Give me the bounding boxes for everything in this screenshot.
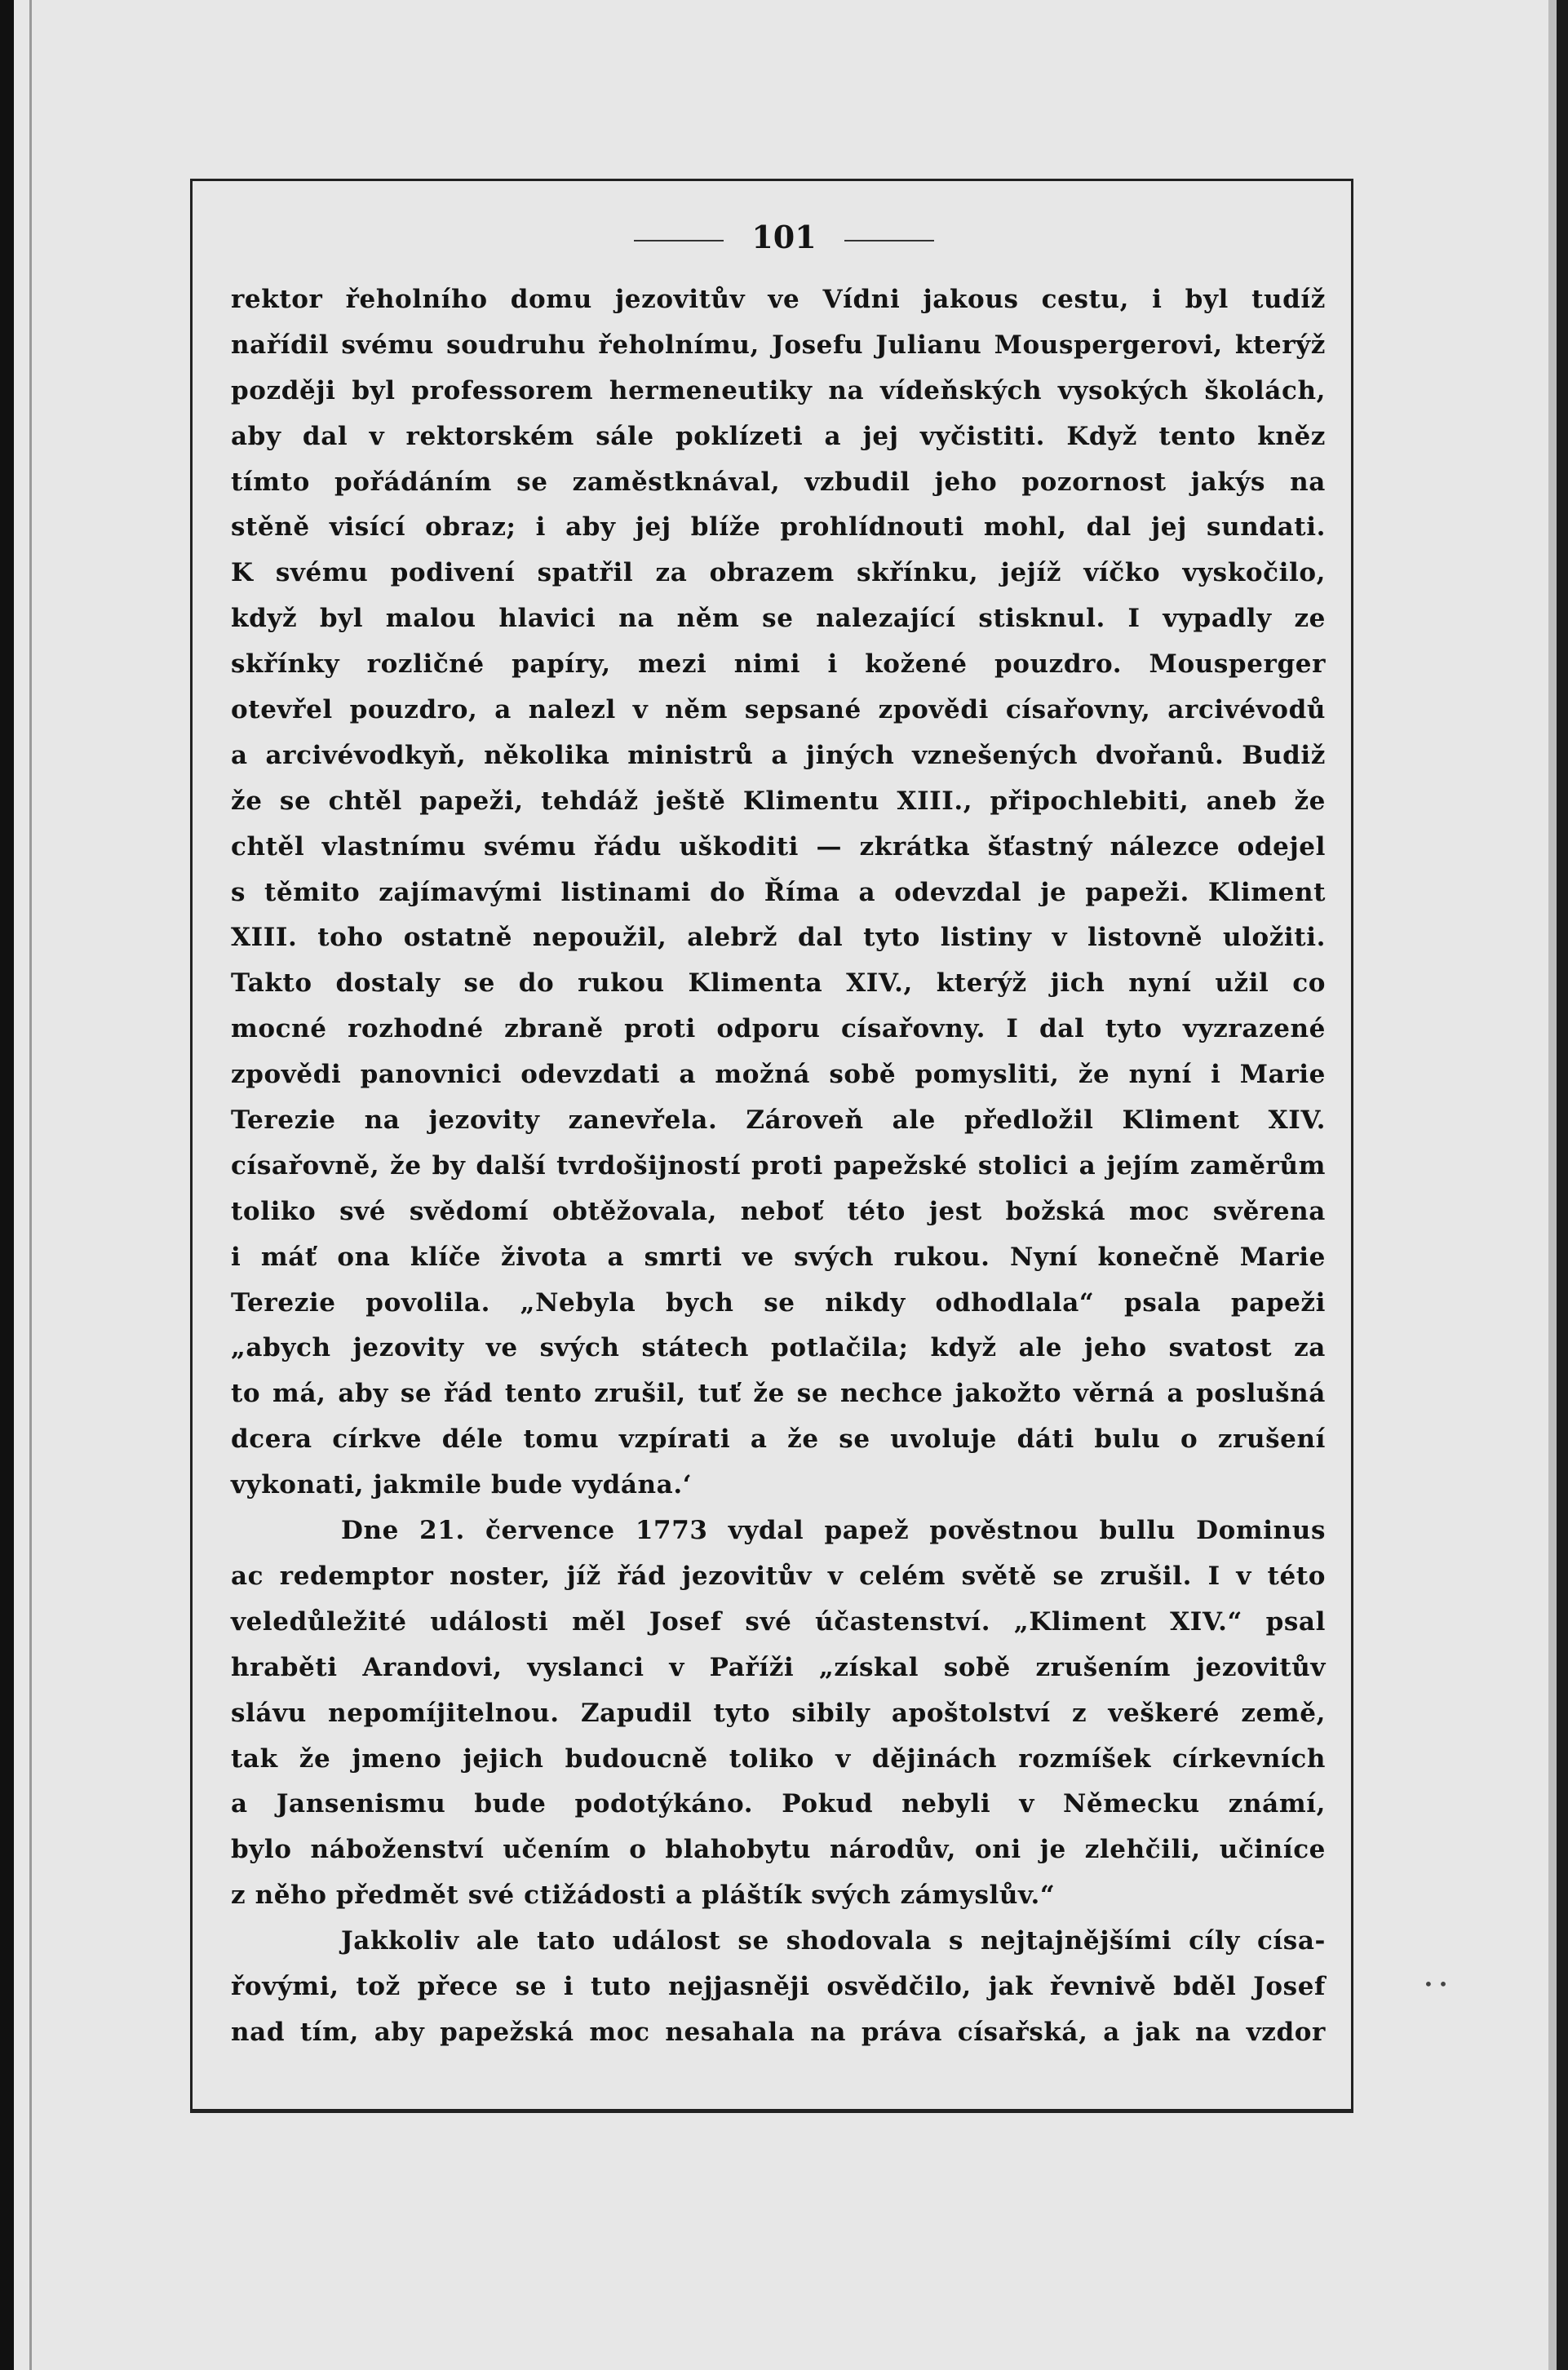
text-line: K svému podivení spatřil za obrazem skřínku, jejíž víčko vyskočilo, <box>231 558 1326 588</box>
text-line: nad tím, aby papežská moc nesahala na práva císařská, a jak na vzdor <box>231 2017 1326 2047</box>
text-line: řovými, tož přece se i tuto nejjasněji osvědčilo, jak řevnivě bděl Josef <box>231 1971 1326 2001</box>
text-line: rektor řeholního domu jezovitův ve Vídni jakous cestu, i byl tudíž <box>231 285 1326 314</box>
text-line: toliko své svědomí obtěžovala, neboť této jest božská moc svěrena <box>231 1196 1326 1226</box>
text-line: a arcivévodkyň, několika ministrů a jiných vznešených dvořanů. Budiž <box>231 740 1326 770</box>
text-line: XIII. toho ostatně nepoužil, alebrž dal tyto listiny v listovně uložiti. <box>231 923 1326 953</box>
text-line: otevřel pouzdro, a nalezl v něm sepsané zpovědi císařovny, arcivévodů <box>231 695 1326 725</box>
text-line: stěně visící obraz; i aby jej blíže prohlídnouti mohl, dal jej sundati. <box>231 512 1326 543</box>
page-number: 101 <box>751 219 817 255</box>
text-line: s těmito zajímavými listinami do Říma a odevzdal je papeži. Kliment <box>231 877 1326 907</box>
text-line: z něho předmět své ctižádosti a pláštík svých zámyslův.“ <box>231 1880 1056 1911</box>
scan-right-shadow <box>1548 0 1557 2370</box>
text-line: i máť ona klíče života a smrti ve svých rukou. Nyní konečně Marie <box>231 1242 1326 1272</box>
text-line: Terezie povolila. „Nebyla bych se nikdy odhodlala“ psala papeži <box>231 1287 1326 1318</box>
text-line: bylo náboženství učením o blahobytu národův, oni je zlehčili, učiníce <box>231 1835 1326 1865</box>
text-line: dcera církve déle tomu vzpírati a že se uvoluje dáti bulu o zrušení <box>231 1424 1326 1455</box>
text-line: Takto dostaly se do rukou Klimenta XIV., kterýž jich nyní užil co <box>231 968 1326 999</box>
text-line: aby dal v rektorském sále poklízeti a jej vyčistiti. Když tento kněz <box>231 421 1326 451</box>
text-line: chtěl vlastnímu svému řádu uškoditi — zkrátka šťastný nálezce odejel <box>231 831 1326 862</box>
text-line: když byl malou hlavici na něm se nalezající stisknul. I vypadly ze <box>231 604 1326 634</box>
text-line: císařovně, že by další tvrdošijností proti papežské stolici a jejím zaměrům <box>231 1150 1326 1181</box>
text-line: veledůležité události měl Josef své účastenství. „Kliment XIV.“ psal <box>231 1606 1326 1637</box>
text-line: tímto pořádáním se zaměstknával, vzbudil jeho pozornost jakýs na <box>231 467 1326 497</box>
text-line: „abych jezovity ve svých státech potlačila; když ale jeho svatost za <box>231 1333 1326 1363</box>
scan-specks: • • <box>1424 1974 1448 1994</box>
text-line: nařídil svému soudruhu řeholnímu, Josefu Julianu Mouspergerovi, kterýž <box>231 330 1326 360</box>
body-text <box>231 277 1326 2056</box>
text-line: to má, aby se řád tento zrušil, tuť že se nechce jakožto věrná a poslušná <box>231 1379 1326 1409</box>
text-line: Terezie na jezovity zanevřela. Zároveň ale předložil Kliment XIV. <box>231 1105 1326 1136</box>
scan-left-edge <box>0 0 14 2370</box>
header-rule-left <box>634 240 724 241</box>
text-line: později byl professorem hermeneutiky na vídeňských vysokých školách, <box>231 375 1326 405</box>
text-line: slávu nepomíjitelnou. Zapudil tyto sibily apoštolství z veškeré země, <box>231 1698 1326 1728</box>
text-line: zpovědi panovnici odevzdati a možná sobě pomysliti, že nyní i Marie <box>231 1060 1326 1090</box>
scan-right-edge <box>1557 0 1568 2370</box>
text-line: Jakkoliv ale tato událost se shodovala s nejtajnějšími cíly císa- <box>341 1926 1326 1956</box>
text-line: skřínky rozličné papíry, mezi nimi i kožené pouzdro. Mousperger <box>231 649 1326 680</box>
text-line: že se chtěl papeži, tehdáž ještě Klimentu XIII., připochlebiti, aneb že <box>231 786 1326 816</box>
header-rule-right <box>844 240 934 241</box>
text-line: hraběti Arandovi, vyslanci v Paříži „získal sobě zrušením jezovitův <box>231 1652 1326 1682</box>
text-line: tak že jmeno jejich budoucně toliko v dějinách rozmíšek církevních <box>231 1743 1326 1774</box>
text-line: Dne 21. července 1773 vydal papež pověstnou bullu Dominus <box>341 1516 1326 1546</box>
text-line: a Jansenismu bude podotýkáno. Pokud nebyli v Německu známí, <box>231 1789 1326 1819</box>
text-line: mocné rozhodné zbraně proti odporu císařovny. I dal tyto vyzrazené <box>231 1014 1326 1044</box>
page-header <box>0 217 1568 258</box>
text-line: vykonati, jakmile bude vydána.‘ <box>231 1470 693 1500</box>
scan-gutter-line <box>29 0 32 2370</box>
text-line: ac redemptor noster, jíž řád jezovitův v celém světě se zrušil. I v této <box>231 1561 1326 1591</box>
